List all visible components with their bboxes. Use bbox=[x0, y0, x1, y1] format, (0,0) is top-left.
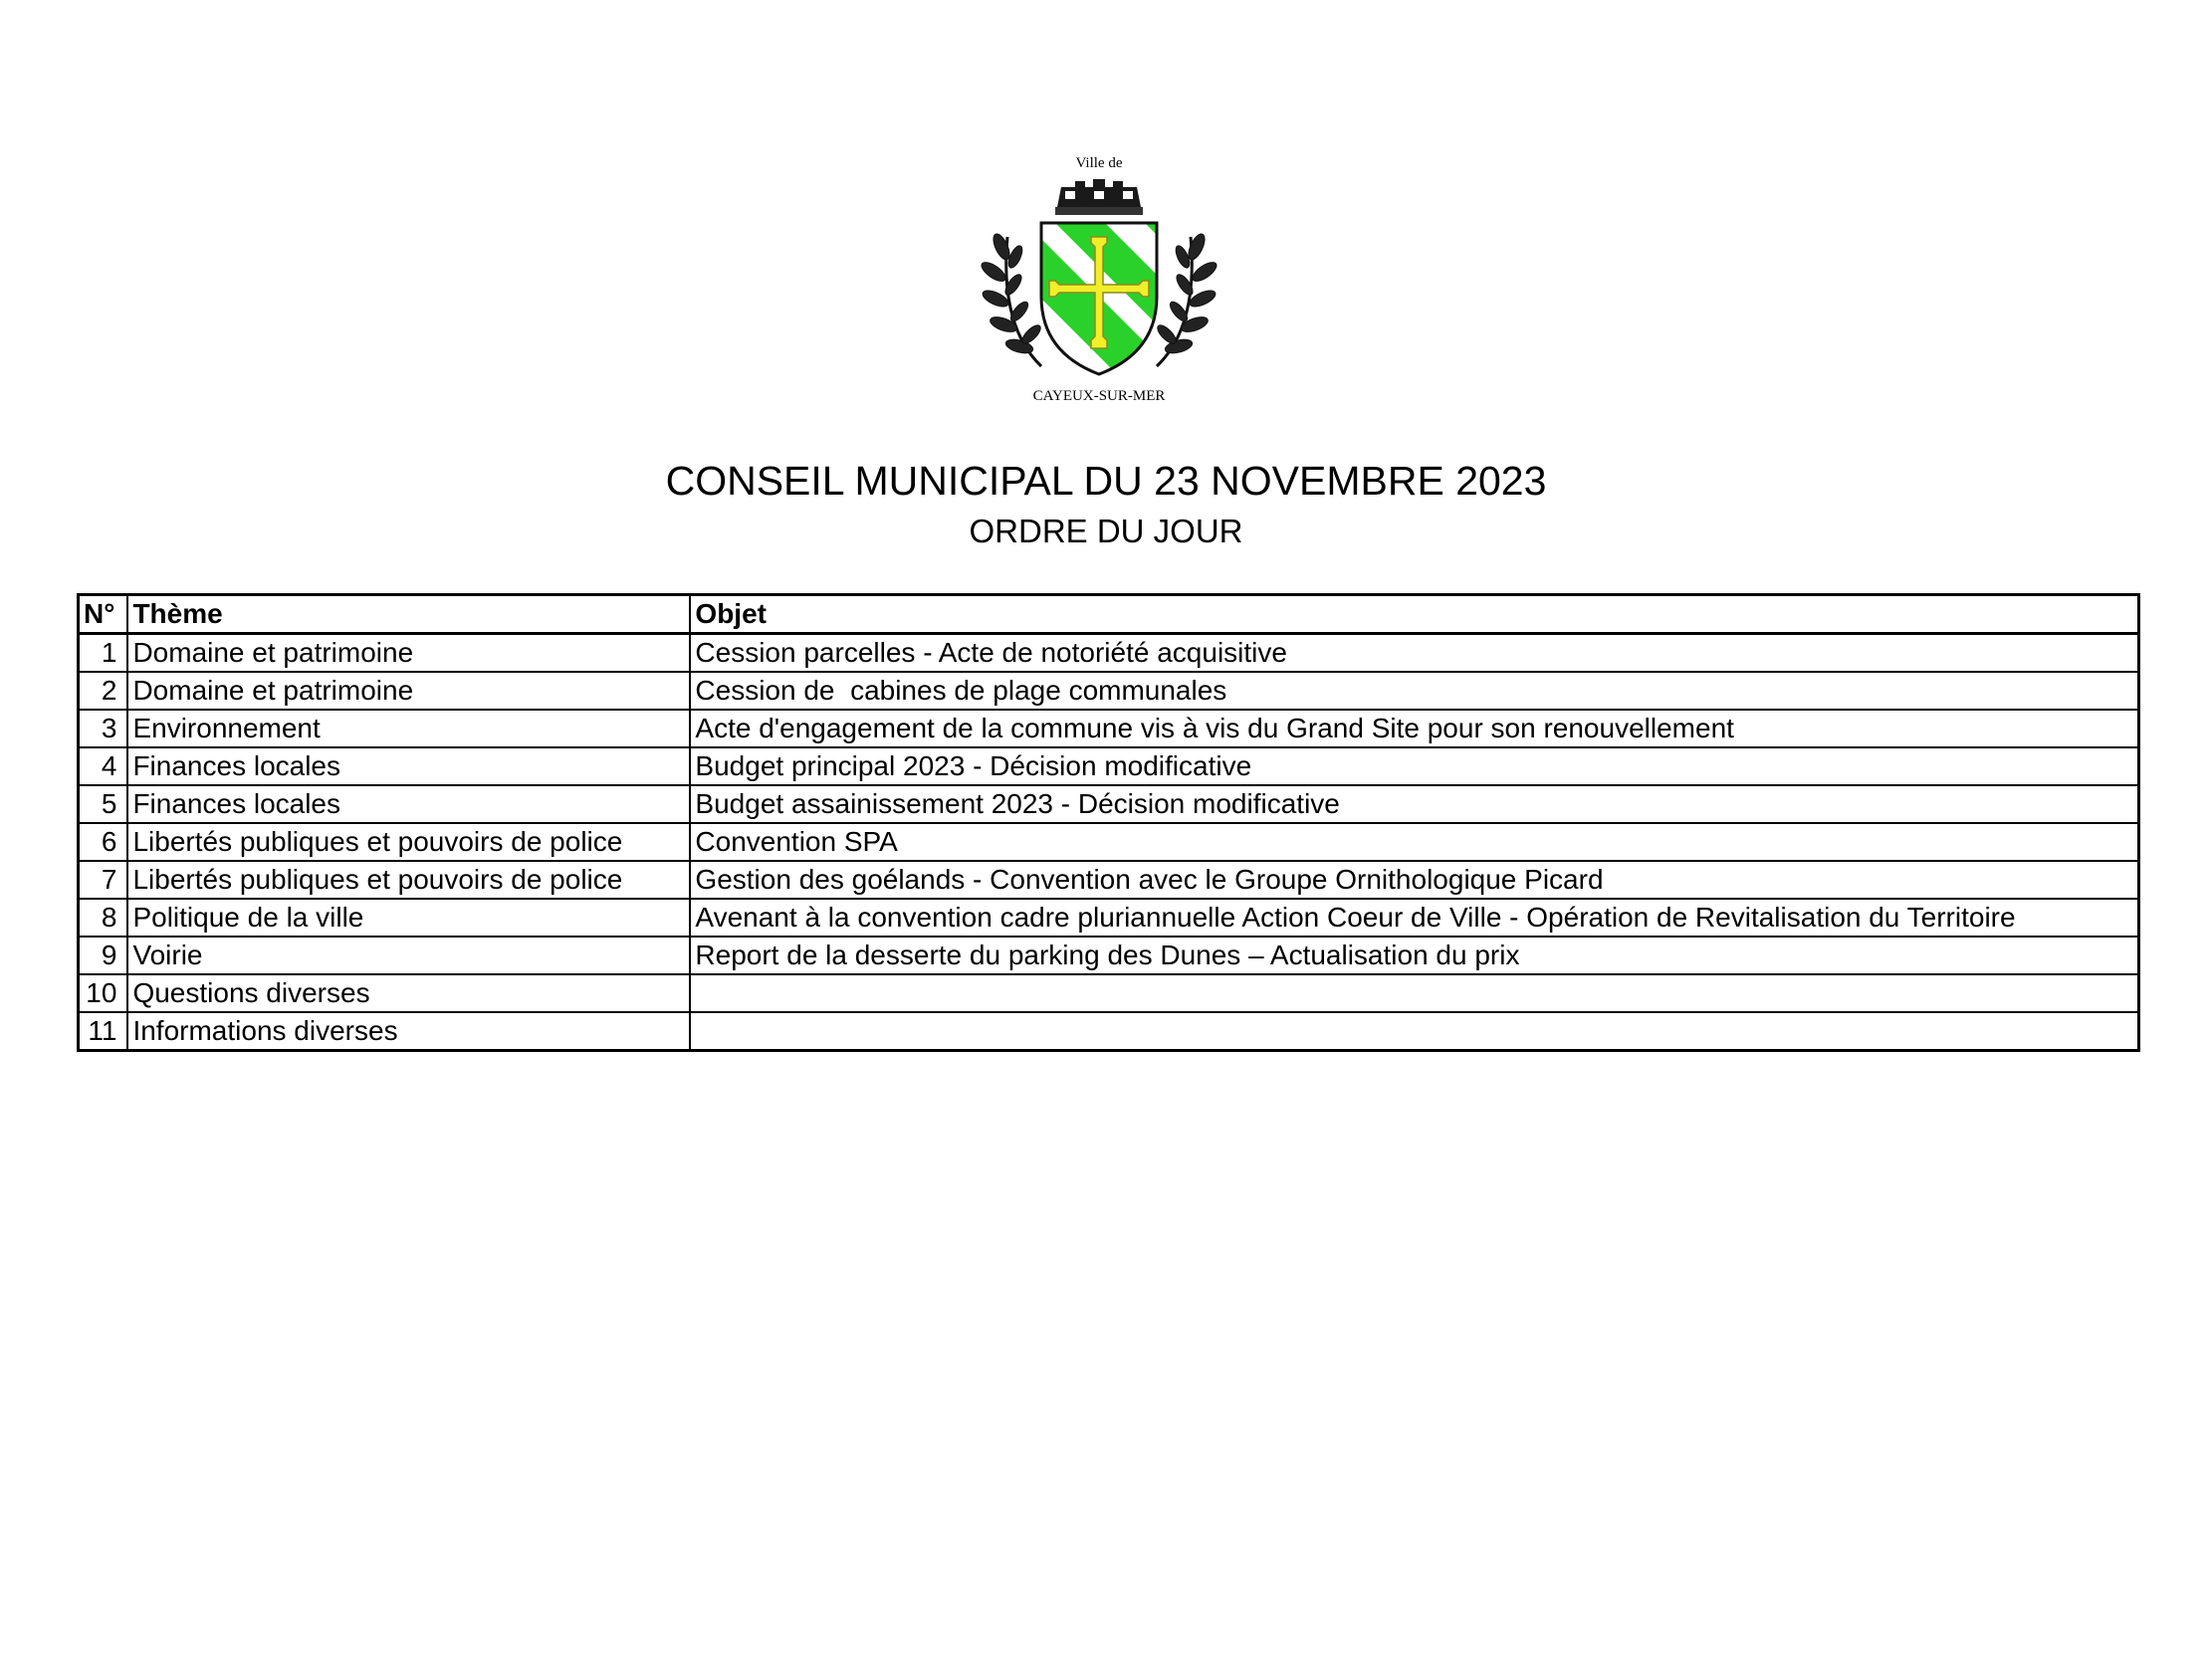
table-row bbox=[79, 974, 2139, 1012]
header-num: N° bbox=[79, 595, 128, 634]
crest-caption-bottom: CAYEUX-SUR-MER bbox=[1032, 388, 1166, 404]
table-row bbox=[79, 1012, 2139, 1051]
header-objet: Objet bbox=[690, 595, 2138, 634]
row-objet bbox=[690, 974, 2138, 1012]
table-row bbox=[79, 672, 2139, 710]
row-theme: Finances locales bbox=[127, 747, 690, 785]
row-objet: Avenant à la convention cadre pluriannuelle Action Coeur de Ville - Opération de Revitalisation du Territoire bbox=[690, 899, 2138, 937]
row-objet: Cession parcelles - Acte de notoriété acquisitive bbox=[690, 634, 2138, 673]
row-num: 11 bbox=[79, 1012, 128, 1051]
row-num: 3 bbox=[79, 710, 128, 747]
row-theme: Domaine et patrimoine bbox=[127, 672, 690, 710]
table-row bbox=[79, 785, 2139, 823]
page-title: CONSEIL MUNICIPAL DU 23 NOVEMBRE 2023 bbox=[665, 458, 1547, 504]
page-subtitle: ORDRE DU JOUR bbox=[969, 513, 1243, 549]
row-objet: Acte d'engagement de la commune vis à vis du Grand Site pour son renouvellement bbox=[690, 710, 2138, 747]
header-theme: Thème bbox=[127, 595, 690, 634]
row-theme: Finances locales bbox=[127, 785, 690, 823]
row-theme: Libertés publiques et pouvoirs de police bbox=[127, 861, 690, 899]
city-crest bbox=[980, 155, 1218, 414]
row-theme: Questions diverses bbox=[127, 974, 690, 1012]
table-row bbox=[79, 937, 2139, 974]
row-num: 8 bbox=[79, 899, 128, 937]
row-num: 10 bbox=[79, 974, 128, 1012]
table-row bbox=[79, 823, 2139, 861]
laurel-right-icon bbox=[1155, 232, 1218, 366]
table-row bbox=[79, 899, 2139, 937]
row-objet: Cession de cabines de plage communales bbox=[690, 672, 2138, 710]
coat-of-arms-icon bbox=[980, 177, 1218, 386]
row-objet: Budget principal 2023 - Décision modificative bbox=[690, 747, 2138, 785]
table-row bbox=[79, 861, 2139, 899]
row-theme: Environnement bbox=[127, 710, 690, 747]
row-theme: Informations diverses bbox=[127, 1012, 690, 1051]
row-theme: Libertés publiques et pouvoirs de police bbox=[127, 823, 690, 861]
row-num: 9 bbox=[79, 937, 128, 974]
row-num: 2 bbox=[79, 672, 128, 710]
row-objet bbox=[690, 1012, 2138, 1051]
laurel-left-icon bbox=[980, 232, 1043, 366]
row-theme: Domaine et patrimoine bbox=[127, 634, 690, 673]
row-num: 5 bbox=[79, 785, 128, 823]
row-objet: Budget assainissement 2023 - Décision modificative bbox=[690, 785, 2138, 823]
row-theme: Voirie bbox=[127, 937, 690, 974]
row-num: 7 bbox=[79, 861, 128, 899]
table-row bbox=[79, 710, 2139, 747]
table-row bbox=[79, 634, 2139, 673]
row-num: 1 bbox=[79, 634, 128, 673]
table-header-row bbox=[79, 595, 2139, 634]
row-objet: Report de la desserte du parking des Dunes – Actualisation du prix bbox=[690, 937, 2138, 974]
row-theme: Politique de la ville bbox=[127, 899, 690, 937]
row-objet: Convention SPA bbox=[690, 823, 2138, 861]
agenda-table bbox=[77, 593, 2140, 1052]
table-row bbox=[79, 747, 2139, 785]
crest-caption-top: Ville de bbox=[1075, 155, 1123, 171]
row-num: 6 bbox=[79, 823, 128, 861]
row-num: 4 bbox=[79, 747, 128, 785]
row-objet: Gestion des goélands - Convention avec le Groupe Ornithologique Picard bbox=[690, 861, 2138, 899]
mural-crown-icon bbox=[1055, 179, 1143, 215]
